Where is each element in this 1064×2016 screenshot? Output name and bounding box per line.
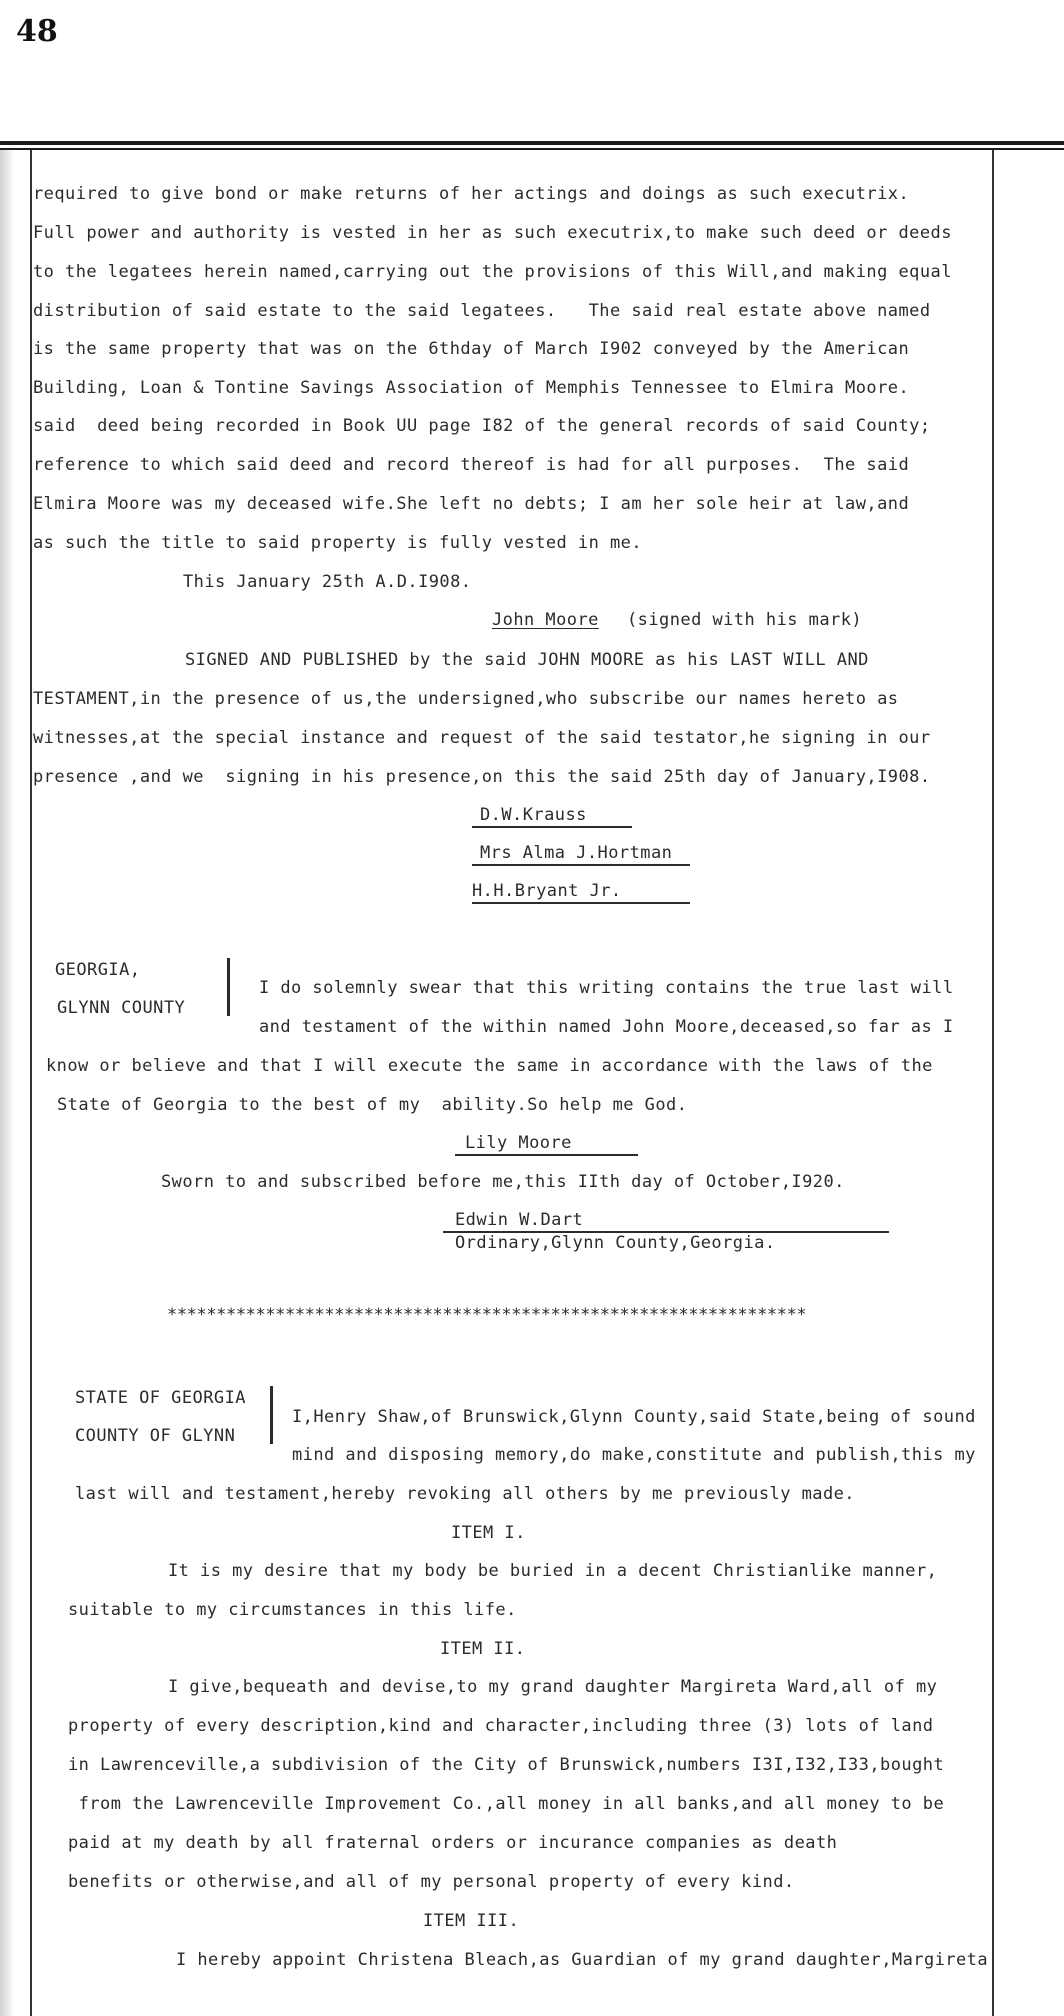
will1-line-6: Building, Loan & Tontine Savings Association of Memphis Tennessee to Elmira Moore.	[33, 378, 910, 398]
item2-line-3: in Lawrenceville,a subdivision of the City of Brunswick,numbers I3I,I32,I33,bought	[68, 1755, 945, 1775]
page-number: 48	[16, 14, 58, 49]
oath-line-1: I do solemnly swear that this writing contains the true last will	[259, 978, 954, 998]
witness-signature-line-3	[472, 902, 690, 904]
oath-signer-signature: Lily Moore	[465, 1133, 572, 1153]
item1-line-2: suitable to my circumstances in this life.	[68, 1600, 517, 1620]
oath-venue-brace	[227, 958, 230, 1016]
item2-line-6: benefits or otherwise,and all of my personal property of every kind.	[68, 1872, 795, 1892]
oath-signer-line	[455, 1154, 638, 1156]
will2-venue-state: STATE OF GEORGIA	[75, 1388, 246, 1408]
official-title: Ordinary,Glynn County,Georgia.	[455, 1233, 776, 1253]
witness-signature-line-1	[472, 826, 632, 828]
header-rule-thick	[0, 141, 1064, 145]
will2-intro-line-3: last will and testament,hereby revoking all others by me previously made.	[75, 1484, 855, 1504]
item1-line-1: It is my desire that my body be buried in a decent Christianlike manner,	[168, 1561, 938, 1581]
item3-line-1: I hereby appoint Christena Bleach,as Guardian of my grand daughter,Margireta	[176, 1950, 989, 1970]
will2-venue-county: COUNTY OF GLYNN	[75, 1426, 236, 1446]
item2-line-2: property of every description,kind and character,including three (3) lots of land	[68, 1716, 934, 1736]
oath-line-3: know or believe and that I will execute the same in accordance with the laws of the	[46, 1056, 933, 1076]
witness-signature-line-2	[472, 864, 690, 866]
right-margin-line	[992, 150, 994, 2016]
item2-line-4: from the Lawrenceville Improvement Co.,all money in all banks,and all money to be	[68, 1794, 945, 1814]
attestation-line-1: SIGNED AND PUBLISHED by the said JOHN MOORE as his LAST WILL AND	[185, 650, 869, 670]
attestation-line-3: witnesses,at the special instance and request of the said testator,he signing in our	[33, 728, 931, 748]
header-rule-thin	[0, 148, 1064, 150]
will1-line-3: to the legatees herein named,carrying out the provisions of this Will,and making equal	[33, 262, 952, 282]
scan-edge-shadow	[0, 150, 14, 2016]
left-margin-line	[30, 150, 32, 2016]
item1-heading: ITEM I.	[451, 1523, 526, 1543]
attestation-line-2: TESTAMENT,in the presence of us,the undersigned,who subscribe our names hereto as	[33, 689, 899, 709]
will1-line-9: Elmira Moore was my deceased wife.She left no debts; I am her sole heir at law,and	[33, 494, 910, 514]
oath-line-4: State of Georgia to the best of my ability.So help me God.	[57, 1095, 688, 1115]
item2-heading: ITEM II.	[440, 1639, 526, 1659]
oath-venue-county: GLYNN COUNTY	[57, 998, 186, 1018]
testator-signature-note: (signed with his mark)	[627, 610, 863, 630]
official-signature: Edwin W.Dart	[455, 1210, 584, 1230]
oath-sworn-line: Sworn to and subscribed before me,this IIth day of October,I920.	[161, 1172, 845, 1192]
witness-signature-3: H.H.Bryant Jr.	[472, 881, 622, 901]
section-separator: *****************************************************************	[167, 1305, 807, 1325]
oath-line-2: and testament of the within named John Moore,deceased,so far as I	[259, 1017, 954, 1037]
item2-line-1: I give,bequeath and devise,to my grand daughter Margireta Ward,all of my	[168, 1677, 938, 1697]
will1-date-line: This January 25th A.D.I908.	[183, 572, 472, 592]
item3-heading: ITEM III.	[423, 1911, 520, 1931]
attestation-line-4: presence ,and we signing in his presence,on this the said 25th day of January,I908.	[33, 767, 931, 787]
oath-venue-state: GEORGIA,	[55, 960, 141, 980]
testator-signature: John Moore	[492, 610, 599, 630]
will1-line-8: reference to which said deed and record thereof is had for all purposes. The said	[33, 455, 910, 475]
will2-venue-brace	[270, 1386, 273, 1444]
will1-line-4: distribution of said estate to the said legatees. The said real estate above named	[33, 301, 931, 321]
item2-line-5: paid at my death by all fraternal orders or incurance companies as death	[68, 1833, 838, 1853]
will2-intro-line-2: mind and disposing memory,do make,constitute and publish,this my	[292, 1445, 976, 1465]
will2-intro-line-1: I,Henry Shaw,of Brunswick,Glynn County,said State,being of sound	[292, 1407, 976, 1427]
witness-signature-2: Mrs Alma J.Hortman	[480, 843, 673, 863]
will1-line-1: required to give bond or make returns of her actings and doings as such executrix.	[33, 184, 910, 204]
witness-signature-1: D.W.Krauss	[480, 805, 587, 825]
will1-line-2: Full power and authority is vested in her as such executrix,to make such deed or deeds	[33, 223, 952, 243]
will1-line-5: is the same property that was on the 6thday of March I902 conveyed by the American	[33, 339, 910, 359]
will1-line-10: as such the title to said property is fully vested in me.	[33, 533, 643, 553]
will1-line-7: said deed being recorded in Book UU page I82 of the general records of said County;	[33, 416, 931, 436]
